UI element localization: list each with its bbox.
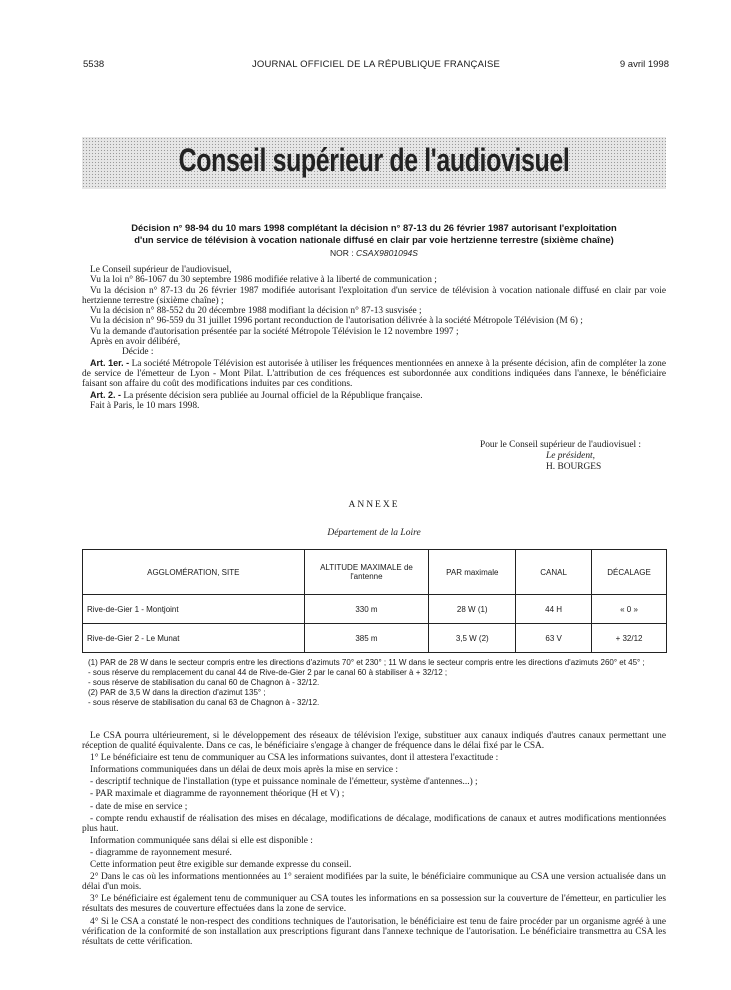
- site-cell: Rive-de-Gier 1 - Montjoint: [83, 595, 305, 624]
- decision-title: [82, 222, 666, 246]
- article-1: [82, 358, 666, 390]
- department-title: Département de la Loire: [327, 528, 421, 538]
- preamble-paragraph: Vu la demande d'autorisation présentée par la société Métropole Télévision le 12 novembre 1997 ;: [90, 326, 459, 337]
- altitude-cell: 385 m: [304, 624, 429, 653]
- decide-line: Décide :: [122, 347, 154, 358]
- issue-date: 9 avril 1998: [619, 59, 669, 70]
- site-cell: Rive-de-Gier 2 - Le Munat: [83, 624, 305, 653]
- section-banner: [82, 137, 666, 189]
- condition-paragraph: Informations communiquées dans un délai de deux mois après la mise en service :: [90, 765, 398, 776]
- table-row: [83, 624, 667, 653]
- condition-paragraph: Information communiquée sans délai si elle est disponible :: [90, 835, 313, 846]
- preamble-paragraph: Le Conseil supérieur de l'audiovisuel,: [90, 265, 232, 275]
- signature-line: Le président,: [546, 451, 595, 461]
- article-2-label: Art. 2. -: [90, 389, 122, 400]
- condition-paragraph: - compte rendu exhaustif de réalisation des mises en décalage, modifications de décalage, modifications de canaux et autres modifications mentionnées plus haut.: [82, 813, 666, 834]
- article-1-label: Art. 1er. -: [90, 357, 130, 368]
- page-header: [83, 59, 669, 73]
- table-note: (1) PAR de 28 W dans le secteur compris entre les directions d'azimuts 70° et 230° ; 11 W dans le secteur compris entre les directions d'azimuts 260° et 45° ;: [88, 658, 645, 667]
- par-cell: 28 W (1): [429, 595, 516, 624]
- column-header: DÉCALAGE: [592, 550, 667, 595]
- signature-line: Pour le Conseil supérieur de l'audiovisuel :: [480, 440, 642, 450]
- column-header: ALTITUDE MAXIMALE de l'antenne: [304, 550, 429, 595]
- condition-paragraph: - PAR maximale et diagramme de rayonnement théorique (H et V) ;: [90, 789, 345, 800]
- signature-block: [480, 440, 641, 473]
- table-note: - sous réserve du remplacement du canal 44 de Rive-de-Gier 2 par le canal 60 à stabiliser à + 32/12 ;: [88, 668, 448, 677]
- table-notes: [88, 658, 666, 708]
- condition-paragraph: 3° Le bénéficiaire est également tenu de communiquer au CSA toutes les informations en sa possession sur la couverture de l'émetteur, en particulier les résultats des mesures de couverture effectuées dans la zone de service.: [82, 894, 666, 915]
- table-note: - sous réserve de stabilisation du canal 63 de Chagnon à - 32/12.: [88, 698, 320, 707]
- done-at: Fait à Paris, le 10 mars 1998.: [90, 400, 200, 411]
- canal-cell: 63 V: [516, 624, 592, 653]
- decalage-cell: « 0 »: [592, 595, 667, 624]
- condition-paragraph: 4° Si le CSA a constaté le non-respect des conditions techniques de l'autorisation, le bénéficiaire est tenu de faire procéder par un organisme agréé à une vérification de la conformité de son installation aux prescriptions figurant dans l'annexe technique de l'autorisation. Le bénéficiaire transmettra au CSA les résultats de cette vérification.: [82, 916, 666, 947]
- conditions-text: [82, 731, 666, 949]
- column-header: PAR maximale: [429, 550, 516, 595]
- condition-paragraph: - diagramme de rayonnement mesuré.: [90, 847, 232, 858]
- journal-title: JOURNAL OFFICIEL DE LA RÉPUBLIQUE FRANÇAISE: [251, 59, 501, 70]
- decalage-cell: + 32/12: [592, 624, 667, 653]
- condition-paragraph: 1° Le bénéficiaire est tenu de communiquer au CSA les informations suivantes, dont il attestera l'exactitude :: [90, 753, 499, 764]
- preamble-paragraph: Vu la décision n° 96-559 du 31 juillet 1996 portant reconduction de l'autorisation délivrée à la société Métropole Télévision (M 6) ;: [90, 316, 583, 327]
- preamble-paragraph: Après en avoir délibéré,: [90, 337, 181, 348]
- decision-title-line: d'un service de télévision à vocation nationale diffusé en clair par voie hertzienne terrestre (sixième chaîne): [134, 234, 614, 245]
- condition-paragraph: Cette information peut être exigible sur demande expresse du conseil.: [90, 860, 352, 871]
- article-2: [82, 390, 666, 401]
- banner-title: Conseil supérieur de l'audiovisuel: [178, 142, 570, 178]
- par-cell: 3,5 W (2): [429, 624, 516, 653]
- column-header: CANAL: [516, 550, 592, 595]
- article-1-text: La société Métropole Télévision est autorisée à utiliser les fréquences mentionnées en annexe à la présente décision, afin de compléter la zone de service de l'émetteur de Lyon - Mont Pilat. L'attribution de ces fréquences est subordonnée aux conditions indiquées dans l'annexe, le bénéficiaire faisant son affaire du coût des modifications induites par ces conditions.: [82, 358, 667, 390]
- table-row: [83, 595, 667, 624]
- table-note: - sous réserve de stabilisation du canal 60 de Chagnon à - 32/12.: [88, 678, 320, 687]
- signature-line: H. BOURGES: [546, 462, 602, 472]
- table-header-row: [83, 550, 667, 595]
- condition-paragraph: Le CSA pourra ultérieurement, si le développement des réseaux de télévision l'exige, substituer aux canaux indiqués d'autres canaux permettant une réception de qualité équivalente. Dans ce cas, le bénéficiaire s'engage à changer de fréquence dans le délai fixé par le CSA.: [82, 731, 666, 752]
- page-number: 5538: [83, 59, 105, 70]
- article-2-text: La présente décision sera publiée au Journal officiel de la République française.: [123, 390, 423, 401]
- altitude-cell: 330 m: [304, 595, 429, 624]
- decision-body: [82, 265, 666, 411]
- frequency-table: [82, 549, 667, 653]
- preamble-paragraph: Vu la décision n° 87-13 du 26 février 1987 modifiée autorisant l'exploitation d'un service de télévision à vocation nationale diffusé en clair par voie hertzienne terrestre (sixième chaîne) ;: [82, 285, 666, 306]
- table-note: (2) PAR de 3,5 W dans la direction d'azimut 135° ;: [88, 688, 266, 697]
- condition-paragraph: 2° Dans le cas où les informations mentionnées au 1° seraient modifiées par la suite, le bénéficiaire communique au CSA une version actualisée dans un délai d'un mois.: [82, 872, 666, 893]
- nor-code: CSAX9801094S: [356, 248, 418, 258]
- annexe-title: ANNEXE: [348, 500, 400, 510]
- decision-title-line: Décision n° 98-94 du 10 mars 1998 complétant la décision n° 87-13 du 26 février 1987 autorisant l'exploitation: [131, 222, 617, 233]
- nor-reference: [82, 248, 666, 258]
- nor-label: NOR :: [330, 248, 354, 258]
- preamble-paragraph: Vu la décision n° 88-552 du 20 décembre 1988 modifiant la décision n° 87-13 susvisée ;: [90, 306, 422, 317]
- column-header: AGGLOMÉRATION, SITE: [83, 550, 305, 595]
- condition-paragraph: - descriptif technique de l'installation (type et puissance nominale de l'émetteur, système d'antennes...) ;: [90, 777, 478, 788]
- preamble-paragraph: Vu la loi n° 86-1067 du 30 septembre 1986 modifiée relative à la liberté de communication ;: [90, 275, 437, 286]
- condition-paragraph: - date de mise en service ;: [90, 801, 188, 812]
- canal-cell: 44 H: [516, 595, 592, 624]
